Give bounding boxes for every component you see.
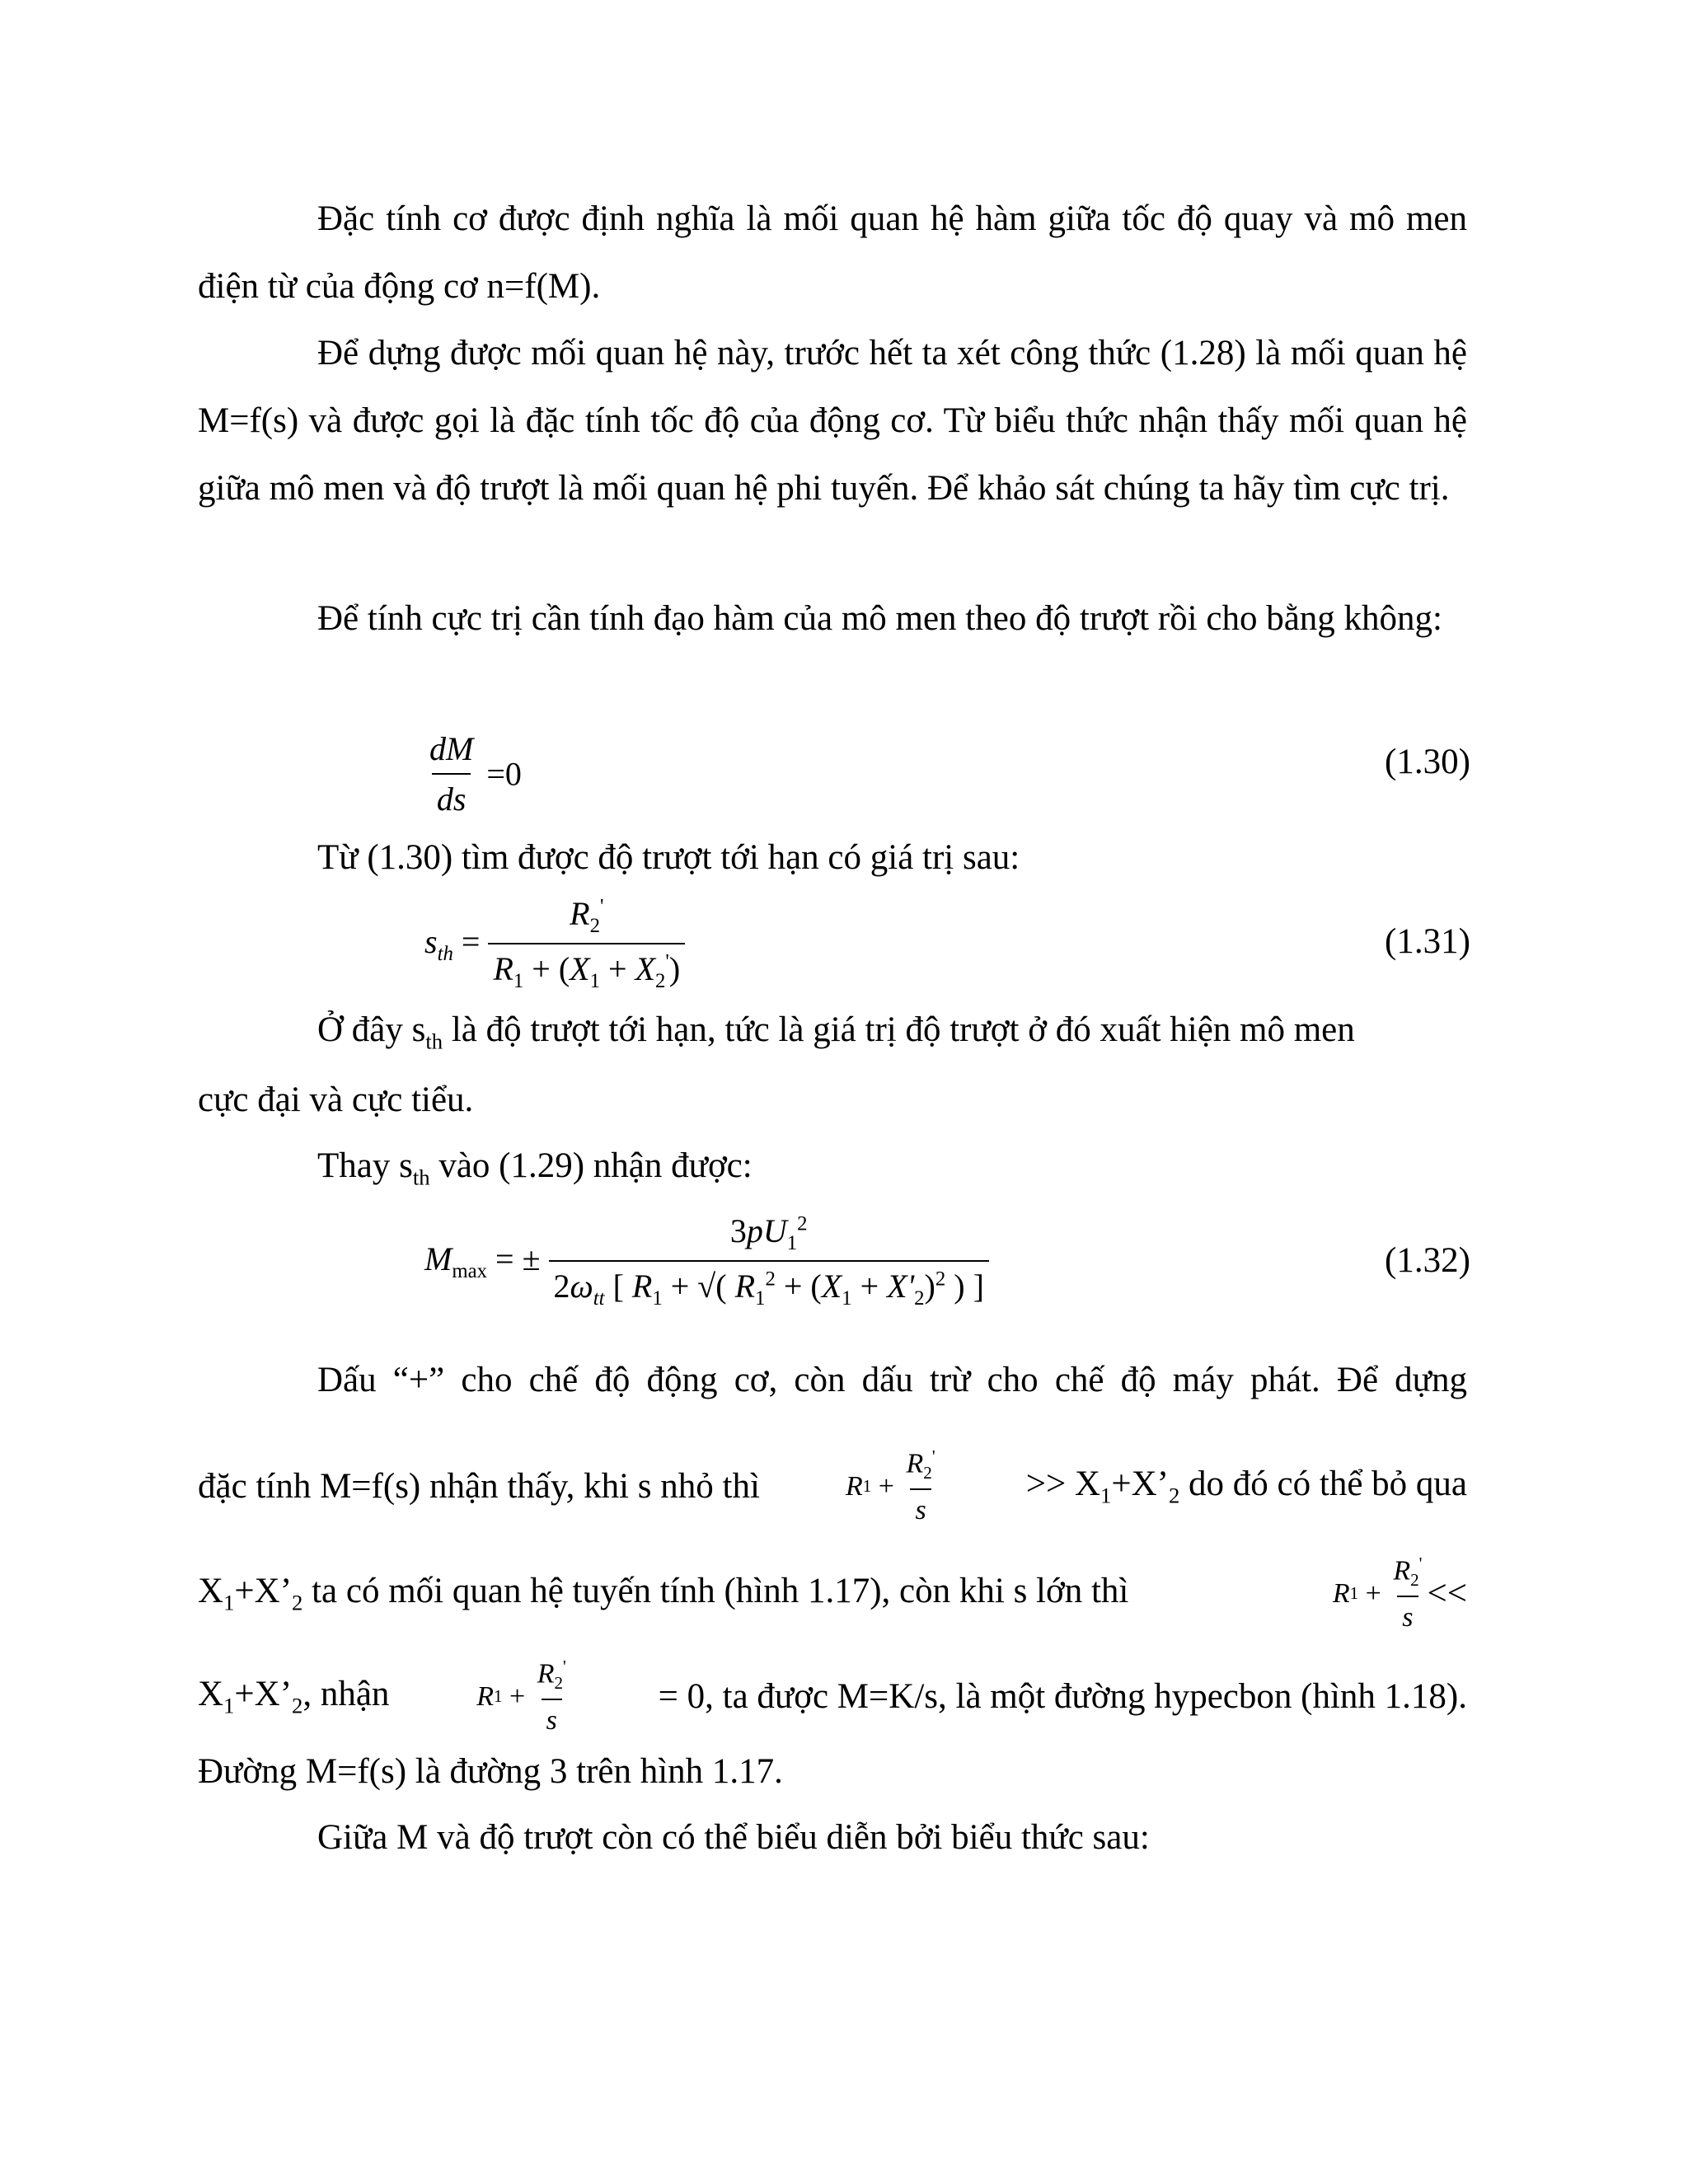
paragraph-sign-line3: $X_1+X’_2$ ta có mối quan hệ tuyến tính (hình 1.17), còn khi s lớn thì R 1 + $\frac{R_2'}{s}$ << (198, 1554, 1467, 1633)
equation-label-1-30: (1.30) (1385, 743, 1470, 781)
equation-1-30: $\frac{dM}{ds}$ =0 (429, 730, 522, 818)
paragraph-critical-slip: Từ (1.30) tìm được độ trượt tới hạn có giá trị sau: (317, 838, 1020, 877)
equation-label-1-31: (1.31) (1385, 922, 1470, 961)
equation-1-32: $M_{max}$ = ± $\frac{3pU_1^2}{2\omega_{tt} [ R_1 + √( R_1^2 + (X_1 + X'_2)^2 ) ]}$ (424, 1212, 989, 1310)
paragraph-sth-meaning-line2: cực đại và cực tiểu. (198, 1080, 474, 1119)
paragraph-expression: Giữa M và độ trượt còn có thể biểu diễn bởi biểu thức sau: (317, 1818, 1150, 1857)
equation-1-31: $s_{th}$ = $\frac{R_2'}{R_1 + (X_1 + X_2')}$ (424, 894, 685, 993)
paragraph-sign-line1: Dấu “+” cho chế độ động cơ, còn dấu trừ cho chế độ máy phát. Để dựng (317, 1361, 1467, 1399)
paragraph-speed-characteristic: Để dựng được mối quan hệ này, trước hết ta xét công thức (1.28) là mối quan hệ M=f(s) và được gọi là đặc tính tốc độ của động cơ. Từ biểu thức nhận thấy mối quan hệ giữa mô men và độ trượt là mối quan hệ phi tuyến. Để khảo sát chúng ta hãy tìm cực trị. (198, 334, 1467, 508)
paragraph-sign-line2: đặc tính M=f(s) nhận thấy, khi s nhỏ thì R 1 + $\frac{R_2'}{s}$ >> $X_1+X’_2$ do đó có thể bỏ qua (198, 1446, 1467, 1526)
paragraph-sign-line4: $X_1+X’_2$, nhận R 1 + $\frac{R_2'}{s}$ = 0, ta được M=K/s, là một đường hypecbon (hình 1.18). (198, 1657, 1467, 1736)
paragraph-sign-line5: Đường M=f(s) là đường 3 trên hình 1.17. (198, 1752, 783, 1791)
paragraph-extremum: Để tính cực trị cần tính đạo hàm của mô men theo độ trượt rồi cho bằng không: (317, 599, 1442, 638)
paragraph-definition: Đặc tính cơ được định nghĩa là mối quan hệ hàm giữa tốc độ quay và mô men điện từ của động cơ n=f(M). (198, 199, 1467, 306)
paragraph-substitute: Thay $s_{th}$ vào (1.29) nhận được: (317, 1146, 753, 1190)
paragraph-sth-meaning-line1: Ở đây $s_{th}$ là độ trượt tới hạn, tức là giá trị độ trượt ở đó xuất hiện mô men (317, 1010, 1355, 1054)
equation-label-1-32: (1.32) (1385, 1241, 1470, 1280)
